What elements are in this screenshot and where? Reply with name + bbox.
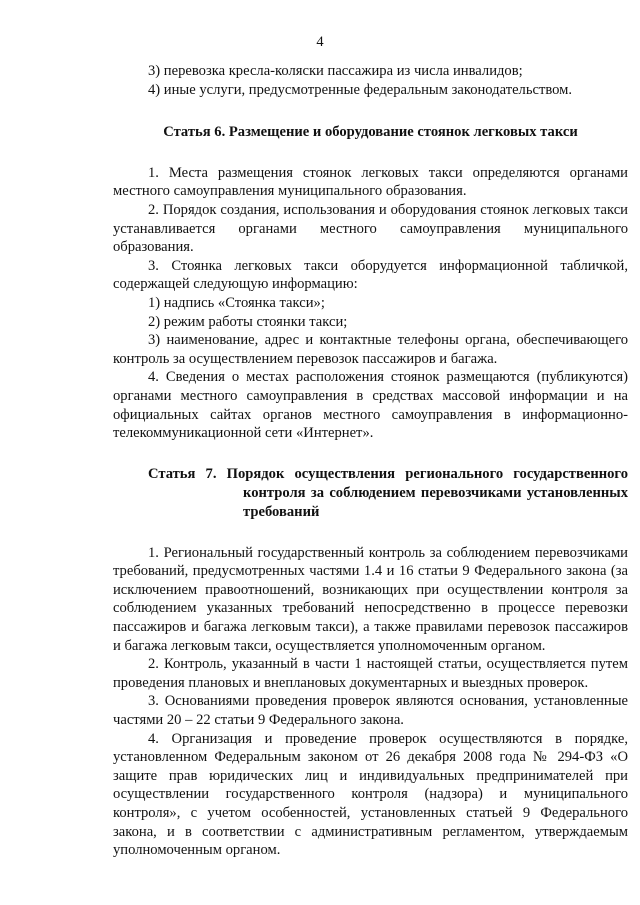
article-6-list-item: 2) режим работы стоянки такси; <box>148 313 348 330</box>
document-body <box>113 62 628 860</box>
article-6-paragraph: 4. Сведения о местах расположения стоянок размещаются (публикуются) органами местного самоуправления в средствах массовой информации и на официальных сайтах органов местного самоуправления в информационно-телекоммуникационной сети «Интернет». <box>113 369 628 442</box>
article-7-paragraph: 2. Контроль, указанный в части 1 настоящей статьи, осуществляется путем проведения плановых и внеплановых документарных и выездных проверок. <box>113 656 628 691</box>
article-6-heading: Статья 6. Размещение и оборудование стоянок легковых такси <box>163 124 578 141</box>
article-6-list-item: 3) наименование, адрес и контактные телефоны органа, обеспечивающего контроль за осуществлением перевозок пассажиров и багажа. <box>113 332 628 367</box>
intro-item-3: 3) перевозка кресла-коляски пассажира из числа инвалидов; <box>148 63 523 79</box>
page-number: 4 <box>316 34 324 50</box>
article-7-paragraph: 1. Региональный государственный контроль за соблюдением перевозчиками требований, предусмотренных частями 1.4 и 16 статьи 9 Федерального закона (за исключением правоотношений, возникающих при осуществлении контроля за соблюдением указанных требований непосредственно в процессе перевозки пассажиров и багажа легковым такси), а также правилами перевозок пассажиров и багажа легковым такси, осуществляется уполномоченным органом. <box>113 544 628 654</box>
article-6-paragraph: 1. Места размещения стоянок легковых такси определяются органами местного самоуправления муниципального образования. <box>113 164 628 200</box>
article-7-paragraph: 3. Основаниями проведения проверок являются основания, установленные частями 20 – 22 статьи 9 Федерального закона. <box>113 693 628 729</box>
article-6-list-item: 1) надпись «Стоянка такси»; <box>148 294 325 311</box>
article-7-paragraph: 4. Организация и проведение проверок осуществляются в порядке, установленном Федеральным законом от 26 декабря 2008 года № 294-ФЗ «О защите прав юридических лиц и индивидуальных предпринимателей при осуществлении государственного контроля (надзора) и муниципального контроля», с учетом особенностей, установленных статьей 9 Федерального закона, и в соответствии с административным регламентом, утверждаемым уполномоченным органом. <box>113 730 628 859</box>
article-6-paragraph: 3. Стоянка легковых такси оборудуется информационной табличкой, содержащей следующую информацию: <box>113 257 628 293</box>
intro-item-4: 4) иные услуги, предусмотренные федеральным законодательством. <box>148 81 573 98</box>
article-6-paragraph: 2. Порядок создания, использования и оборудования стоянок легковых такси устанавливается органами местного самоуправления муниципального образования. <box>113 201 628 256</box>
article-7-heading: Статья 7. Порядок осуществления регионального государственного контроля за соблюдением перевозчиками установленных требований <box>148 465 628 520</box>
